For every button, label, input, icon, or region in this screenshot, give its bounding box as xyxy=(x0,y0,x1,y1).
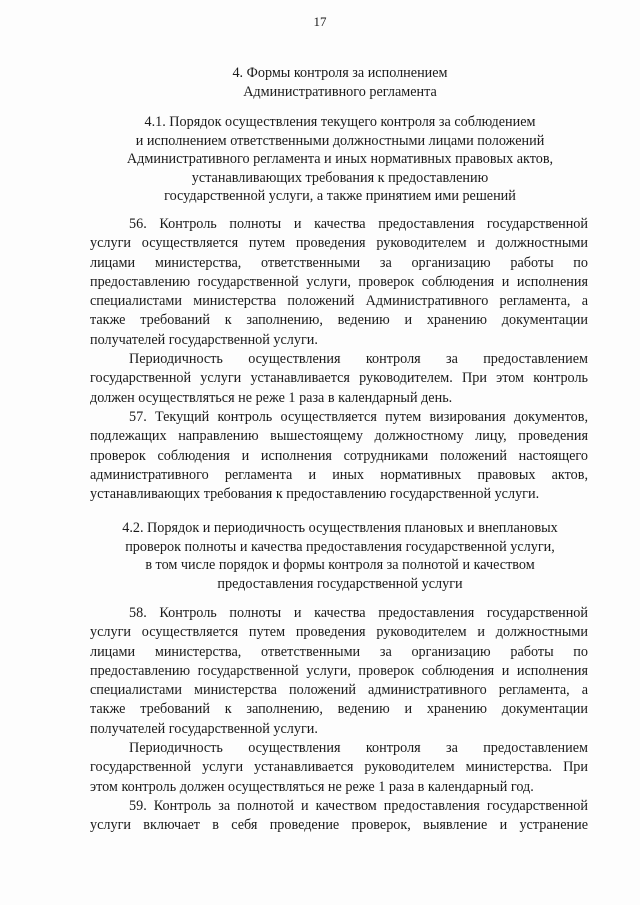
paragraph-56 xyxy=(90,215,588,504)
text-line: государственной услуги устанавливается руководителем министерства. При xyxy=(90,759,588,776)
text-line: услуги осуществляется путем проведения руководителем и должностными xyxy=(90,624,588,641)
text-line: также требований к заполнению, ведению и хранению документации xyxy=(90,701,588,718)
text-line: подлежащих направлению вышестоящему должностному лицу, проведения xyxy=(90,428,588,445)
text-line: получателей государственной услуги. xyxy=(90,331,318,348)
text-line: специалистами министерства положений административного регламента, а xyxy=(90,682,588,699)
text-line: государственной услуги устанавливается руководителем. При этом контроль xyxy=(90,370,588,387)
heading-line: и исполнением ответственными должностными лицами положений xyxy=(135,132,545,149)
text-line: 59. Контроль за полнотой и качеством предоставления государственной xyxy=(129,797,588,814)
subsection-4-1-heading xyxy=(90,113,590,206)
paragraph-58 xyxy=(90,604,588,836)
text-line: услуги осуществляется путем проведения руководителем и должностными xyxy=(90,235,588,252)
page-number: 17 xyxy=(313,14,327,29)
heading-line: 4.1. Порядок осуществления текущего контроля за соблюдением xyxy=(144,114,536,130)
text-line: специалистами министерства положений Административного регламента, а xyxy=(90,293,588,310)
heading-line: устанавливающих требования к предоставлению xyxy=(191,169,489,186)
text-line: 57. Текущий контроль осуществляется путем визирования документов, xyxy=(129,408,588,425)
subsection-4-2-heading xyxy=(90,519,590,593)
heading-line: в том числе порядок и формы контроля за полнотой и качеством xyxy=(145,557,535,574)
text-line: административного регламента и иных нормативных правовых актов, xyxy=(90,466,588,483)
heading-line: предоставления государственной услуги xyxy=(217,575,463,592)
text-line: получателей государственной услуги. xyxy=(90,720,318,737)
text-line: предоставлению государственной услуги, проверок соблюдения и исполнения xyxy=(90,662,588,679)
text-line: лицами министерства, ответственными за организацию работы по xyxy=(90,643,588,660)
text-line: 58. Контроль полноты и качества предоставления государственной xyxy=(129,605,588,621)
text-line: предоставлению государственной услуги, проверок соблюдения и исполнения xyxy=(90,273,588,290)
text-line: 56. Контроль полноты и качества предоставления государственной xyxy=(129,216,588,232)
heading-line: Административного регламента и иных нормативных правовых актов, xyxy=(126,151,554,168)
text-line: Периодичность осуществления контроля за предоставлением xyxy=(129,740,588,757)
text-line: услуги включает в себя проведение проверок, выявление и устранение xyxy=(90,817,588,834)
text-line: Периодичность осуществления контроля за предоставлением xyxy=(129,351,588,368)
heading-line: проверок полноты и качества предоставления государственной услуги, xyxy=(125,538,555,555)
text-line: этом контроль должен осуществляться не реже 1 раза в календарный год. xyxy=(90,778,534,795)
heading-line: Административного регламента xyxy=(243,83,437,100)
text-line: проверок соблюдения и исполнения сотрудниками положений настоящего xyxy=(90,447,588,464)
section-4-heading xyxy=(90,64,590,101)
heading-line: государственной услуги, а также принятием ими решений xyxy=(164,188,516,205)
text-line: также требований к заполнению, ведению и хранению документации xyxy=(90,312,588,329)
heading-line: 4. Формы контроля за исполнением xyxy=(232,65,448,81)
heading-line: 4.2. Порядок и периодичность осуществления плановых и внеплановых xyxy=(122,520,558,536)
text-line: должен осуществляться не реже 1 раза в календарный день. xyxy=(90,389,453,406)
text-line: лицами министерства, ответственными за организацию работы по xyxy=(90,254,588,271)
text-line: устанавливающих требования к предоставлению государственной услуги. xyxy=(90,486,540,503)
